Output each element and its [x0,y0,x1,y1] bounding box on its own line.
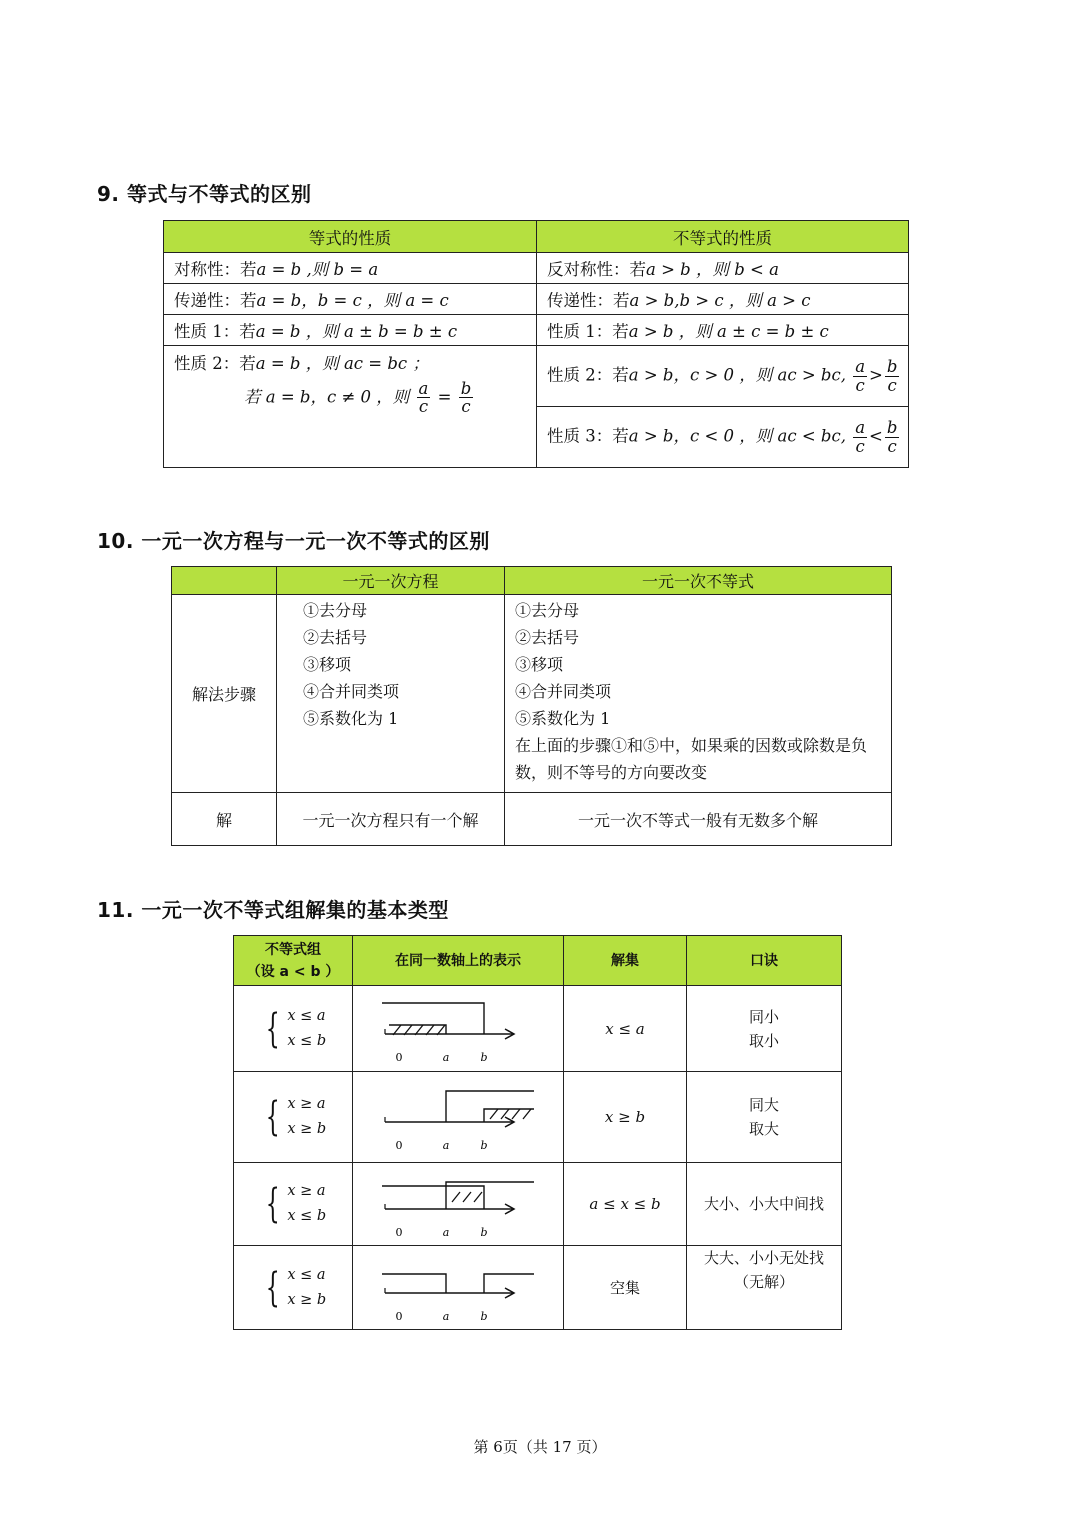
system-cell [234,1163,353,1246]
inequality-property-2: 性质 2：若a > b，c > 0 ，则 ac > bc, $\frac{a}{c}$ > $\frac{b}{c}$ [537,346,909,407]
system-row [234,986,842,1072]
page-footer: 第 6页（共 17 页） [473,1438,607,1456]
label-zero: 0 [395,1226,403,1239]
inequality-step: ③移项 [515,655,564,674]
label-a: a [442,1139,450,1152]
brace-icon: { [265,1094,280,1140]
system-cell [234,1246,353,1330]
label-a: a [442,1226,450,1239]
system-line: x ≤ a [287,1266,326,1283]
rhyme-cell [687,986,842,1072]
header-rhyme: 口诀 [687,936,842,986]
system-line: x ≤ b [287,1032,327,1049]
system-line: x ≥ a [287,1096,326,1112]
section-10-title: 10. 一元一次方程与一元一次不等式的区别 [97,529,490,553]
number-line-diagram [368,1164,548,1244]
fraction-b-over-c: $\frac{b}{c}$ [886,418,898,456]
fraction-b-over-c: $\frac{b}{c}$ [460,379,472,417]
header-inequality: 不等式的性质 [537,221,909,253]
shading-hatch [523,1109,531,1119]
solution-cell: a ≤ x ≤ b [564,1163,687,1246]
label-b: b [480,1139,488,1152]
range-x-le-b [382,1186,484,1209]
range-x-ge-a [446,1091,534,1122]
number-line-diagram [368,989,548,1069]
inequality-antisymmetric: 反对称性：若a > b ，则 b < a [537,253,909,284]
brace-icon: { [265,1181,280,1227]
shading-hatch [463,1192,471,1202]
inequality-step: 在上面的步骤①和⑤中，如果乘的因数或除数是负 [515,736,868,755]
range-x-le-a [382,1274,446,1293]
solution-cell: x ≤ a [564,986,687,1072]
system-cell [234,986,353,1072]
equation-step: ④合并同类项 [303,682,400,701]
label-zero: 0 [395,1309,403,1323]
rhyme-cell [687,1072,842,1163]
row-label-steps: 解法步骤 [172,595,277,793]
inequality-step: 数，则不等号的方向要改变 [515,763,708,782]
fraction-a-over-c: $\frac{a}{c}$ [855,418,866,456]
number-line-diagram [368,1248,548,1328]
inequality-transitive: 传递性：若a > b,b > c ，则 a > c [537,284,909,315]
numberline-cell [353,1163,564,1246]
label-b: b [480,1309,488,1323]
number-line-diagram [368,1077,548,1157]
system-line: x ≥ b [287,1121,327,1137]
rhyme-line: 同大 [748,1096,779,1114]
equality-transitive: 传递性：若a = b，b = c ，则 a = c [164,284,537,315]
system-row [234,1246,842,1330]
solution-cell: x ≥ b [564,1072,687,1163]
header-numberline: 在同一数轴上的表示 [353,936,564,986]
numberline-cell [353,1246,564,1330]
system-row [234,1072,842,1163]
rhyme-line: 取大 [748,1120,779,1138]
row-label-solution: 解 [172,793,277,846]
equation-step: ②去括号 [303,628,368,647]
shading-hatch [452,1192,460,1202]
numberline-cell [353,1072,564,1163]
inequality-step: ⑤系数化为 1 [515,709,611,728]
system-line: x ≤ b [287,1208,327,1224]
rhyme-line: 大大、小小无处找 [703,1249,824,1267]
label-a: a [442,1050,450,1064]
inequality-step: ④合并同类项 [515,682,612,701]
equation-solution: 一元一次方程只有一个解 [277,793,505,846]
equation-inequality-table [171,566,892,846]
brace-icon: { [265,1005,280,1052]
system-cell [234,1072,353,1163]
label-a: a [442,1309,450,1323]
inequality-step: ②去括号 [515,628,580,647]
fraction-b-over-c: $\frac{b}{c}$ [886,357,898,395]
shading-hatch [490,1109,498,1119]
equation-step: ⑤系数化为 1 [303,709,399,728]
inequality-property-1: 性质 1：若a > b ，则 a ± c = b ± c [537,315,909,346]
system-row [234,1163,842,1246]
equation-step: ③移项 [303,655,352,674]
rhyme-line: （无解） [733,1273,794,1291]
label-b: b [480,1226,488,1239]
inequality-step: ①去分母 [515,601,580,620]
equality-property-2: 性质 2：若a = b ，则 ac = bc ； 若 a = b，c ≠ 0 ，则 $\frac{a}{c}$ = $\frac{b}{c}$ [164,346,537,468]
numberline-cell [353,986,564,1072]
equation-steps [277,595,505,793]
rhyme-cell [687,1163,842,1246]
inequality-solution: 一元一次不等式一般有无数多个解 [505,793,892,846]
label-b: b [480,1050,488,1064]
inequality-property-3: 性质 3：若a > b，c < 0 ，则 ac < bc, $\frac{a}{c}$ < $\frac{b}{c}$ [537,407,909,468]
header-equality: 等式的性质 [164,221,537,253]
header-linear-equation: 一元一次方程 [277,567,505,595]
inequality-steps [505,595,892,793]
header-solution: 解集 [564,936,687,986]
inequality-system [260,1004,326,1054]
header-system: 不等式组 （设 a < b ） [234,936,353,986]
brace-icon: { [265,1264,280,1311]
shading-hatch [474,1192,482,1202]
inequality-system [260,1179,326,1229]
fraction-a-over-c: $\frac{a}{c}$ [855,357,866,395]
rhyme-line: 取小 [748,1031,779,1050]
header-linear-inequality: 一元一次不等式 [505,567,892,595]
system-line: x ≥ b [287,1291,327,1308]
system-line: x ≥ a [287,1183,326,1199]
rhyme-cell [687,1246,842,1330]
header-empty [172,567,277,595]
inequality-system-table [233,935,842,1330]
section-9-title: 9. 等式与不等式的区别 [97,182,312,206]
shading-hatch [512,1109,520,1119]
system-line: x ≤ a [287,1007,326,1024]
inequality-system [260,1263,326,1313]
section-11-title: 11. 一元一次不等式组解集的基本类型 [97,898,449,922]
equation-step: ①去分母 [303,601,368,620]
label-zero: 0 [395,1139,403,1152]
equality-property-1: 性质 1：若a = b ，则 a ± b = b ± c [164,315,537,346]
rhyme-line: 同小 [748,1007,779,1026]
equality-inequality-table [163,220,909,468]
equality-symmetric: 对称性：若a = b ,则 b = a [164,253,537,284]
inequality-system [260,1092,326,1142]
solution-cell: 空集 [564,1246,687,1330]
label-zero: 0 [395,1050,403,1064]
fraction-a-over-c: $\frac{a}{c}$ [418,379,429,417]
rhyme-line: 大小、小大中间找 [703,1195,824,1213]
